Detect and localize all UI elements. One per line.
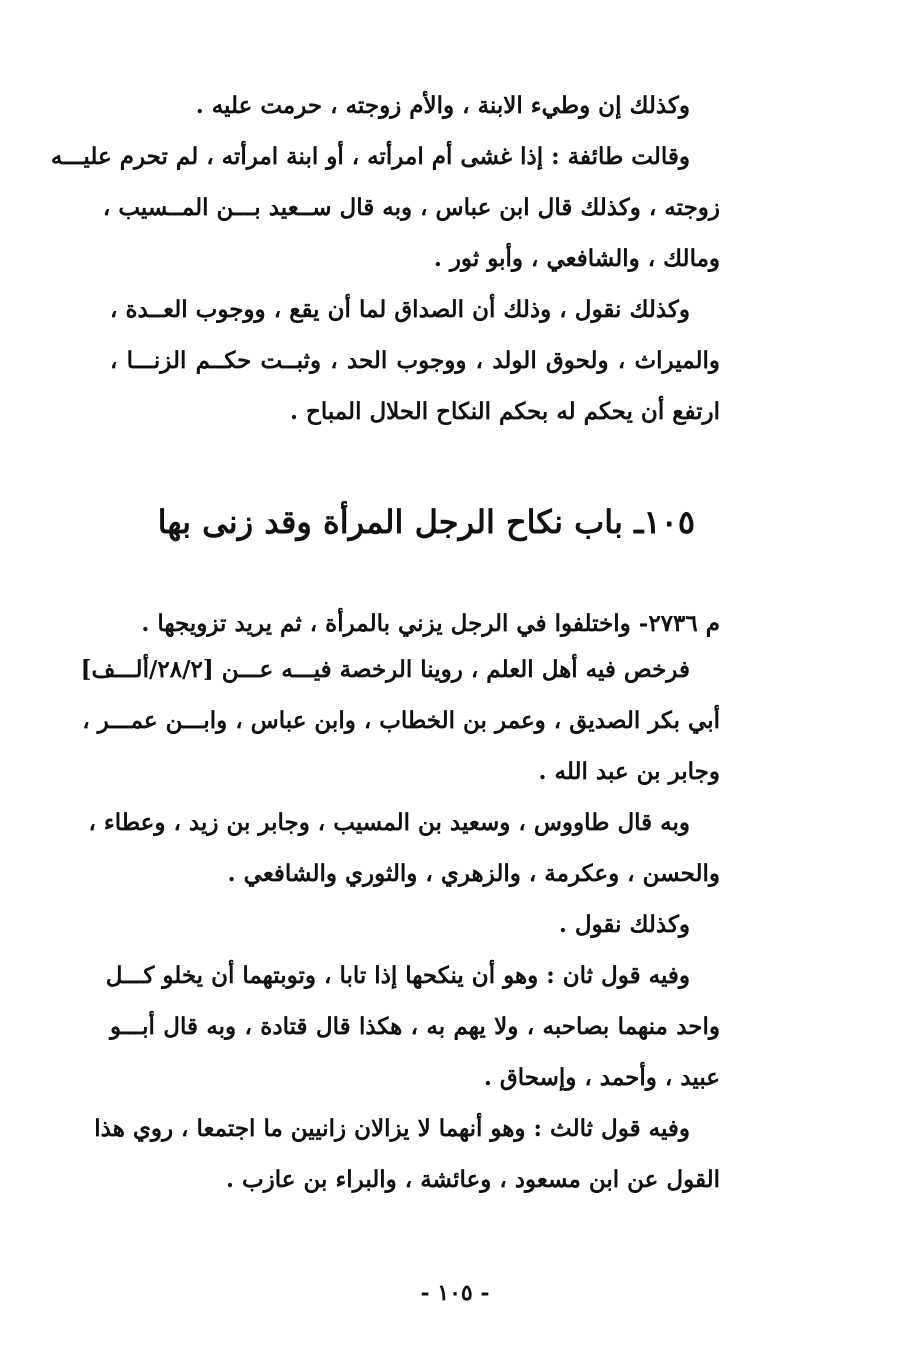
page-number: - ١٠٥ - [420,1280,490,1306]
text-line: وكذلك نقول . [558,911,690,938]
text-line: وفيه قول ثالث : وهو أنهما لا يزالان زانيين ما اجتمعا ، روي هذا [94,1115,690,1142]
text-line: وفيه قول ثان : وهو أن ينكحها إذا تابا ، وتوبتهما أن يخلو كـــل [105,962,690,989]
text-line: ومالك ، والشافعي ، وأبو ثور . [433,245,720,272]
text-line: والحسن ، وعكرمة ، والزهري ، والثوري والشافعي . [227,860,720,887]
text-line: القول عن ابن مسعود ، وعائشة ، والبراء بن عازب . [226,1166,720,1193]
text-line: عبيد ، وأحمد ، وإسحاق . [483,1064,720,1091]
text-line: واحد منهما بصاحبه ، ولا يهم به ، هكذا قال قتادة ، وبه قال أبـــو [110,1013,720,1040]
text-line: أبي بكر الصديق ، وعمر بن الخطاب ، وابن عباس ، وابـــن عمـــر ، [82,707,720,734]
text-line: ارتفع أن يحكم له بحكم النكاح الحلال المباح . [289,398,720,425]
text-line: زوجته ، وكذلك قال ابن عباس ، وبه قال ســعيد بـــن المــسيب ، [102,194,720,221]
text-line: وجابر بن عبد الله . [538,758,720,785]
entry-first-line [80,598,720,649]
text-line: وقالت طائفة : إذا غشى أم امرأته ، أو ابنة امرأته ، لم تحرم عليـــه [50,143,690,170]
text-line: وكذلك إن وطيء الابنة ، والأم زوجته ، حرمت عليه . [195,92,690,119]
text-line: فرخص فيه أهل العلم ، روينا الرخصة فيـــه عـــن [٢٨/٢/ألـــف] [80,656,690,683]
entry-text: واختلفوا في الرجل يزني بالمرأة ، ثم يريد تزويجها . [141,610,631,637]
top-section [50,80,720,437]
body-section [80,644,720,1205]
text-line: وبه قال طاووس ، وسعيد بن المسيب ، وجابر بن زيد ، وعطاء ، [88,809,690,836]
chapter-heading: ١٠٥ـ باب نكاح الرجل المرأة وقد زنى بها [157,503,695,541]
entry-number: م ٢٧٣٦- [638,610,720,637]
text-line: وكذلك نقول ، وذلك أن الصداق لما أن يقع ، ووجوب العــدة ، [110,296,690,323]
text-line: والميراث ، ولحوق الولد ، ووجوب الحد ، وثبــت حكــم الزنـــا ، [110,347,720,374]
